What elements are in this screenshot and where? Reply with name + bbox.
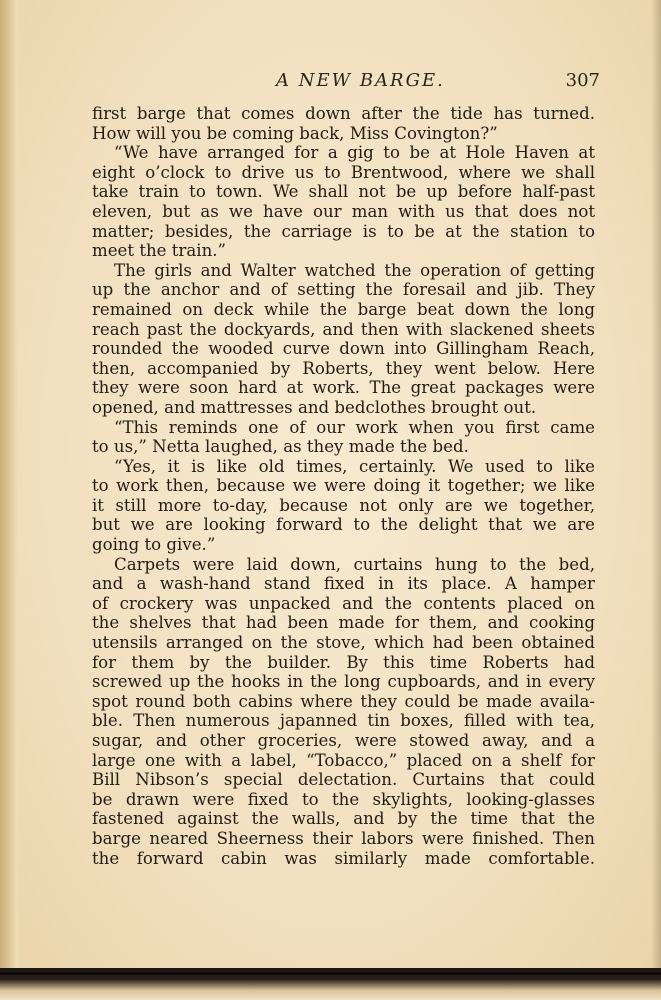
text-line: reach past the dockyards, and then with slackened sheets bbox=[92, 319, 595, 339]
text-line: large one with a label, “Tobacco,” placed on a shelf for bbox=[92, 750, 595, 770]
text-line: barge neared Sheerness their labors were finished. Then bbox=[92, 828, 595, 848]
text-line: matter; besides, the carriage is to be at the station to bbox=[92, 221, 595, 241]
text-line: screwed up the hooks in the long cupboards, and in every bbox=[92, 672, 595, 692]
text-line: first barge that comes down after the tide has turned. bbox=[92, 104, 595, 123]
text-line: The girls and Walter watched the operation of getting bbox=[114, 260, 595, 280]
text-line: to work then, because we were doing it together; we like bbox=[92, 476, 595, 496]
text-line: going to give.” bbox=[92, 535, 216, 555]
text-line: sugar, and other groceries, were stowed away, and a bbox=[92, 731, 595, 750]
text-line: but we are looking forward to the delight that we are bbox=[92, 515, 595, 535]
text-line: of crockery was unpacked and the contents placed on bbox=[92, 593, 595, 613]
text-line: ble. Then numerous japanned tin boxes, filled with tea, bbox=[92, 711, 595, 731]
text-line: for them by the builder. By this time Roberts had bbox=[92, 652, 595, 672]
text-line: utensils arranged on the stove, which had been obtained bbox=[92, 633, 595, 653]
text-line: Bill Nibson’s special delectation. Curtains that could bbox=[92, 770, 595, 790]
text-line: eleven, but as we have our man with us that does not bbox=[92, 201, 595, 221]
text-line: “This reminds one of our work when you first came bbox=[114, 417, 595, 437]
running-head bbox=[110, 68, 600, 94]
text-line: rounded the wooded curve down into Gillingham Reach, bbox=[92, 339, 595, 359]
text-line: spot round both cabins where they could be made availa- bbox=[92, 691, 595, 711]
text-line: the shelves that had been made for them, and cooking bbox=[92, 613, 595, 633]
text-line: eight o’clock to drive us to Brentwood, where we shall bbox=[92, 162, 595, 182]
text-line: fastened against the walls, and by the time that the bbox=[92, 809, 595, 829]
text-line: opened, and mattresses and bedclothes brought out. bbox=[92, 397, 537, 417]
text-line: up the anchor and of setting the foresail and jib. They bbox=[92, 280, 595, 300]
text-line: take train to town. We shall not be up before half-past bbox=[92, 182, 595, 202]
page-bottom-line bbox=[0, 972, 661, 975]
page-right-edge bbox=[651, 0, 661, 1000]
text-line: to us,” Netta laughed, as they made the bed. bbox=[92, 437, 469, 457]
text-line: meet the train.” bbox=[92, 241, 227, 261]
text-line: remained on deck while the barge beat down the long bbox=[92, 299, 595, 319]
text-line: they were soon hard at work. The great packages were bbox=[92, 378, 595, 398]
text-line: Carpets were laid down, curtains hung to the bed, bbox=[114, 554, 595, 574]
text-line: “Yes, it is like old times, certainly. We used to like bbox=[114, 456, 595, 476]
text-line: the forward cabin was similarly made comfortable. bbox=[92, 848, 595, 868]
page-gutter bbox=[0, 0, 18, 1000]
running-title: A NEW BARGE. bbox=[276, 70, 445, 91]
text-line: How will you be coming back, Miss Covington?” bbox=[92, 123, 498, 143]
text-line: and a wash-hand stand fixed in its place. A hamper bbox=[92, 574, 595, 594]
text-line: be drawn were fixed to the skylights, looking-glasses bbox=[92, 789, 595, 809]
text-line: it still more to-day, because not only are we together, bbox=[92, 495, 595, 515]
text-line: then, accompanied by Roberts, they went below. Here bbox=[92, 358, 595, 378]
text-line: “We have arranged for a gig to be at Hole Haven at bbox=[114, 143, 595, 163]
body-text bbox=[92, 104, 595, 868]
page-number: 307 bbox=[565, 70, 600, 91]
